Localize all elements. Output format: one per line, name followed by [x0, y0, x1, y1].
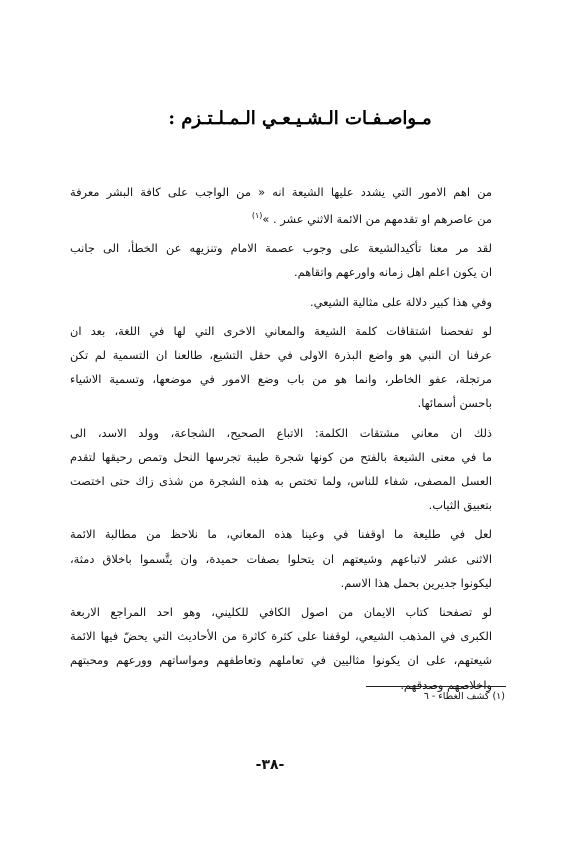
footnote-divider	[366, 686, 506, 687]
paragraph	[70, 319, 504, 416]
text-line: لعل في طليعة ما اوقفنا في وعينا هذه المعاني، ما نلاحظ من مطالبة الائمة	[70, 527, 492, 542]
text-line: مرتجلة، عفو الخاطر، وانما هو من باب وضع الامور في موضعها، وتسمية الاشياء	[70, 372, 492, 387]
paragraph	[70, 522, 504, 595]
text-line: باحسن أسمائها.	[417, 396, 492, 411]
paragraph	[70, 180, 504, 231]
body-text	[70, 180, 504, 702]
paragraph	[70, 290, 504, 314]
section-heading: مـواصـفـات الـشـيـعـي الـمـلـتـزم :	[168, 108, 432, 129]
text-line: من عاصرهم او تقدمهم من الائمة الاثني عشر . »$^{(١)}$	[251, 211, 492, 226]
text-line: لو تفحصنا اشتقاقات كلمة الشيعة والمعاني الاخرى التي لها في اللغة، بعد ان	[70, 323, 492, 338]
text-line: ما في معنى الشيعة بالفتح من كونها شجرة طيبة تجرسها النحل وتمص رحيقها لتقدم	[70, 449, 492, 464]
paragraph	[70, 236, 504, 284]
text-line: من اهم الامور التي يشدد عليها الشيعة انه « من الواجب على كافة البشر معرفة	[70, 185, 492, 199]
text-line: وفي هذا كبير دلالة على مثالية الشيعي.	[310, 294, 492, 309]
text-line: الكبرى في المذهب الشيعي، لوقفنا على كثرة كاثرة من الأحاديث التي يحضّ فيها الائمة	[70, 629, 492, 644]
text-line: الاثنى عشر لاتباعهم وشيعتهم ان يتحلوا بصفات حميدة، وان يتَّسموا باخلاق دمثة،	[70, 551, 492, 566]
paragraph	[70, 600, 504, 697]
footnote-reference: (١)	[251, 211, 263, 221]
page-number: -٣٨-	[255, 757, 285, 773]
text-line: ان يكون اعلم اهل زمانه واورعهم واتقاهم.	[294, 265, 492, 280]
text-line: ذلك ان معاني مشتقات الكلمة: الاتباع الصحيح، الشجاعة، وولد الاسد، الى	[70, 425, 492, 440]
text-line: شيعتهم، على ان يكونوا مثاليين في تعاملهم وتعاطفهم ومواساتهم وورعهم ومحبتهم	[70, 653, 492, 668]
paragraph	[70, 421, 504, 518]
text-line: لو تصفحنا كتاب الايمان من اصول الكافي للكليني، وهو احد المراجع الاربعة	[70, 605, 492, 620]
text-line: واخلاصهم وصدقهم.	[400, 677, 492, 692]
text-line: لقد مر معنا تأكيدالشيعة على وجوب عصمة الامام وتنزيهه عن الخطأ، الى جانب	[70, 241, 492, 256]
text-line: ليكونوا جديرين بحمل هذا الاسم.	[340, 575, 492, 590]
text-line: بتعبيق الثياب.	[428, 498, 492, 513]
text-line: عرفنا ان النبي هو واضع البذرة الاولى في حقل التشيع، طالعنا ان التسمية لم تكن	[70, 348, 492, 363]
text-line: العسل المصفى، شفاء للناس، ولما تختص به هذه الشجرة من شذى زاك حتى اختصت	[70, 474, 492, 489]
footnote: (١) كشف الغطاء - ٦	[423, 691, 505, 702]
